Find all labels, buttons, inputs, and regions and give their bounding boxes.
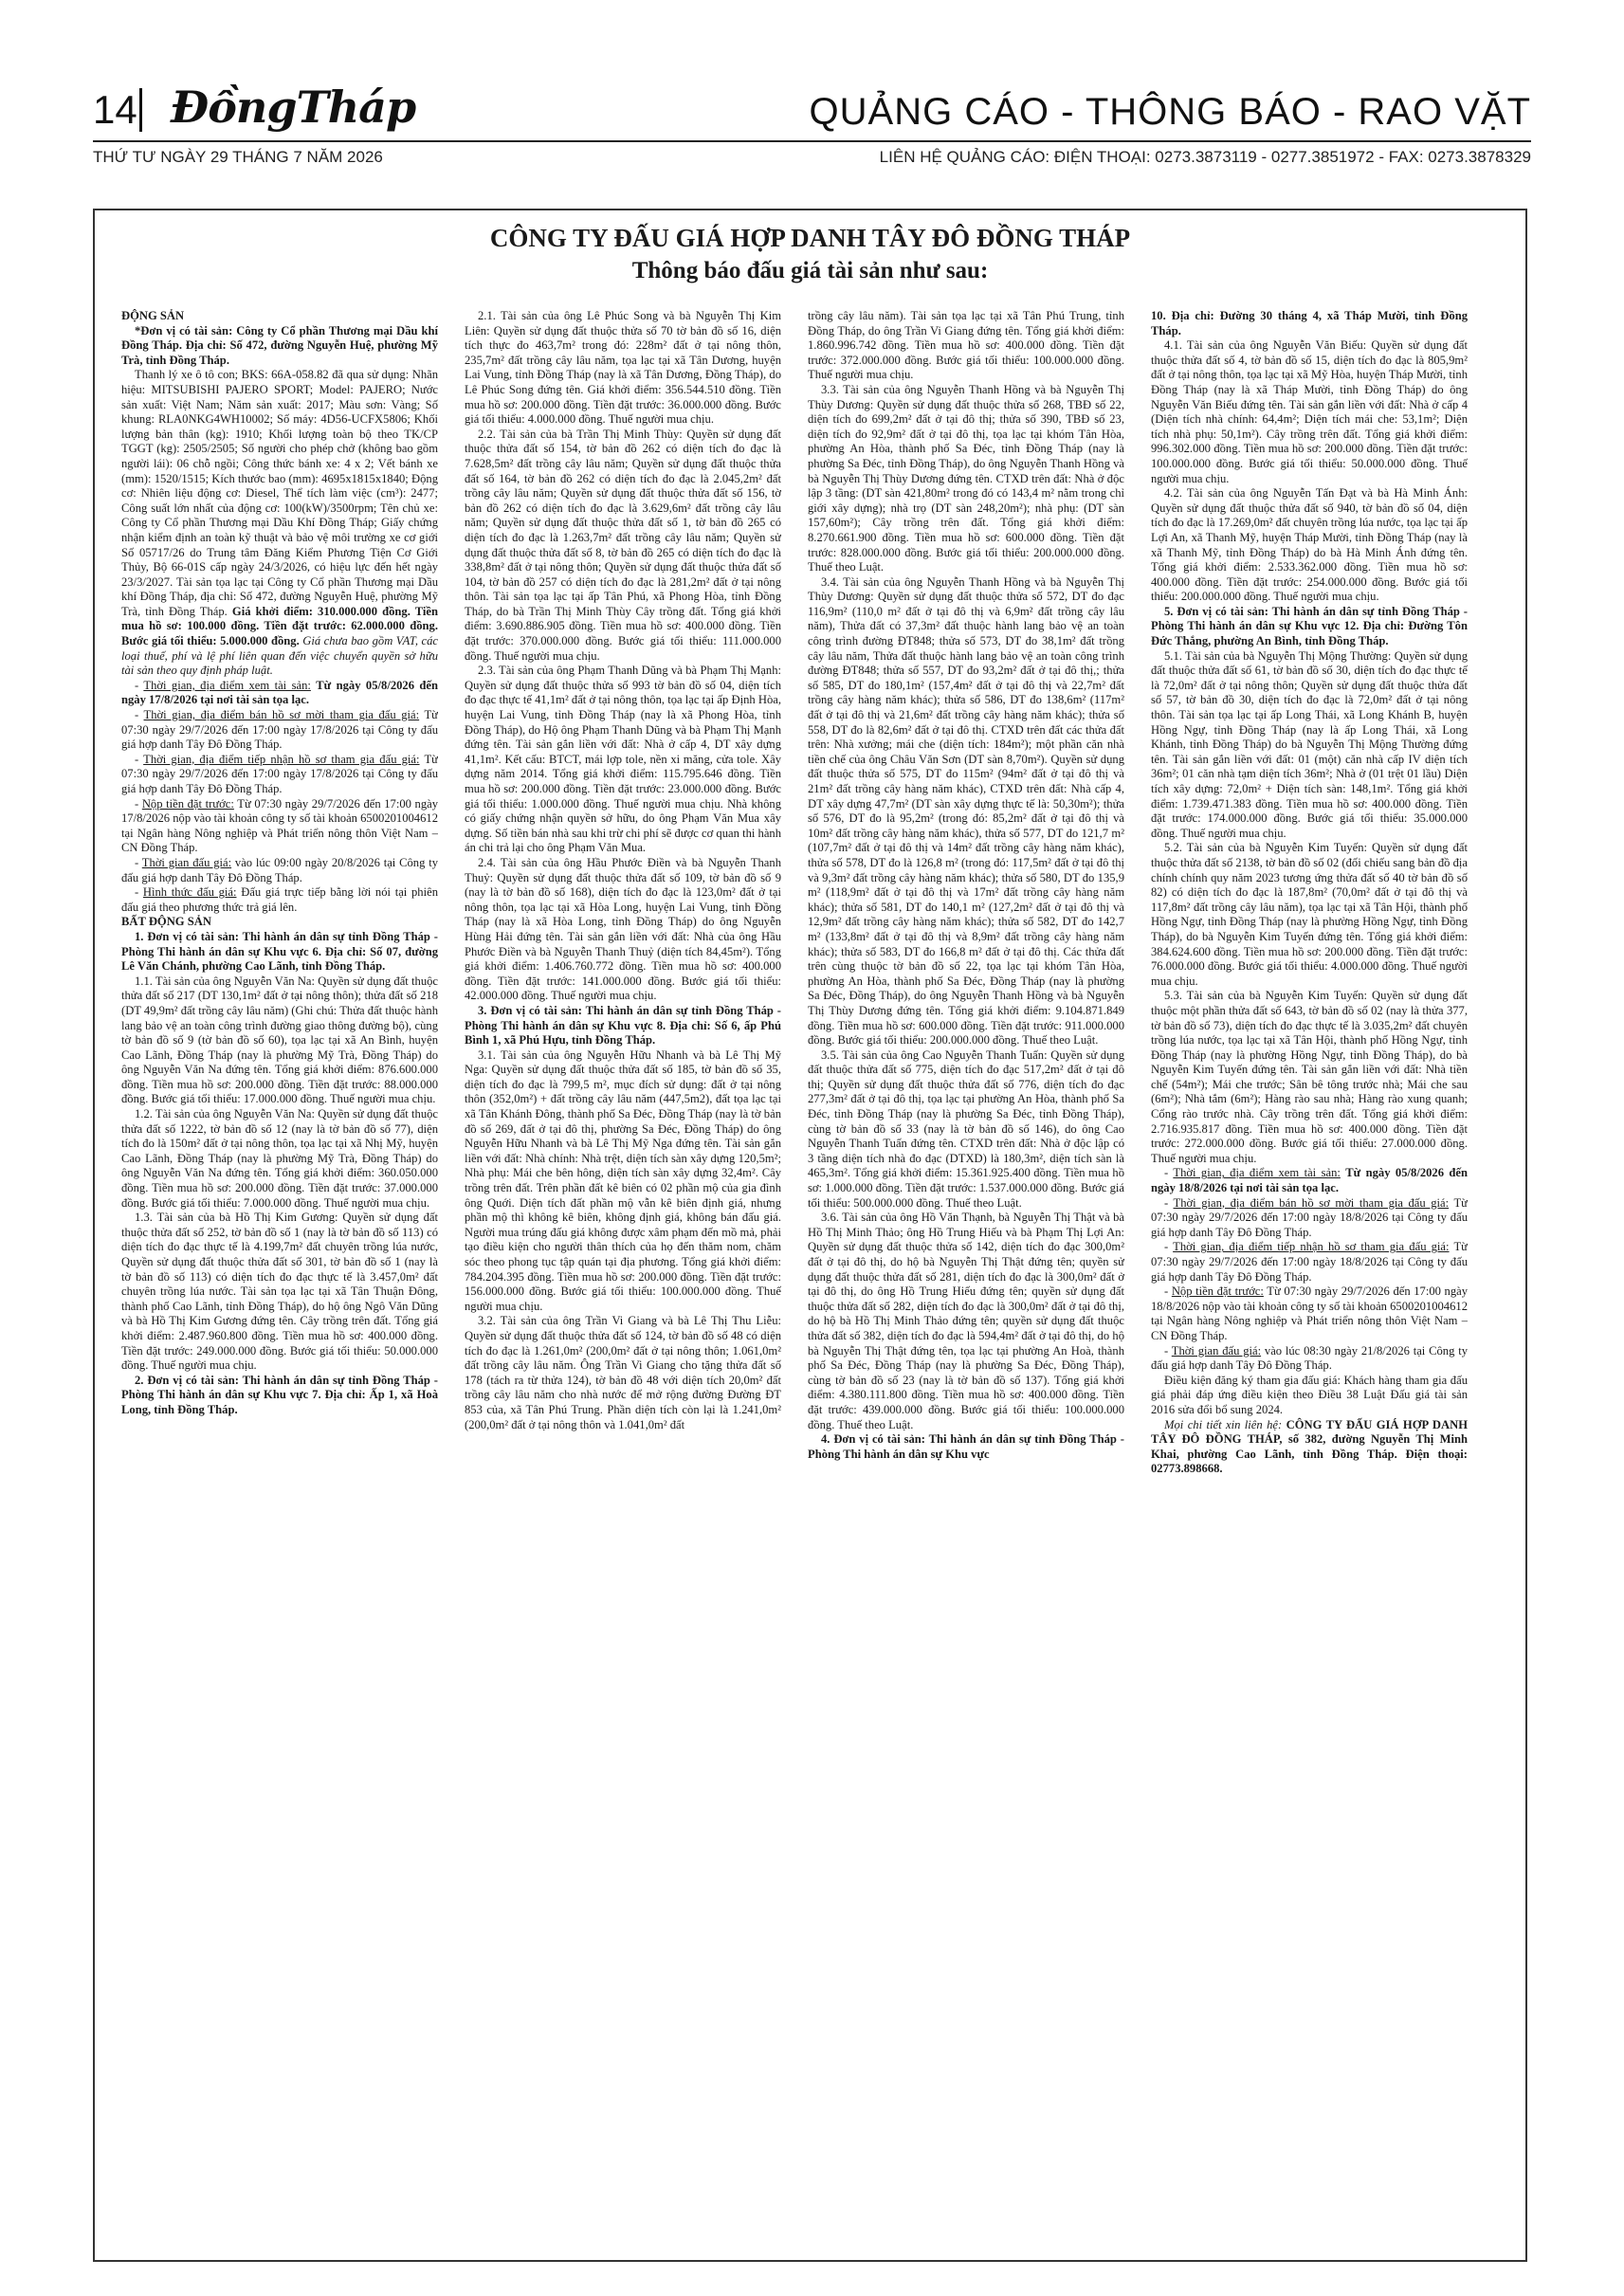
notice-paragraph: 3.6. Tài sản của ông Hồ Văn Thạnh, bà Nguyễn Thị Thật và bà Hồ Thị Minh Thảo; ông Hồ Trung Hiếu và bà Phạm Thị Lợi An: Quyền sử dụng đất thuộc thửa số 142, diện tích đo đạc 300,0m² đất ở tại đô thị, do hộ bà Nguyễn Thị Thật đứng tên; quyền sử dụng đất thuộc thửa đất số 281, diện tích đo đạc là 300,0m² đất ở tại đô thị, do ông Hồ Trung Hiếu đứng tên; quyền sử dụng đất thuộc thửa đất số 282, diện tích đo đạc là 300,0m² đất ở tại đô thị, do hộ bà Hồ Thị Minh Thảo đứng tên; quyền sử dụng đất thuộc thửa đất số 382, diện tích đo đạc là 594,4m² đất ở tại đô thị, do hộ bà Nguyễn Thị Thật đứng tên, tọa lạc tại phường An Hoà, thành phố Sa Đéc, Đồng Tháp (nay là phường Sa Đéc, Đồng Tháp), cùng tờ bản đồ số 23 (nay là tờ bản đồ số 137). Tổng giá khởi điểm: 4.380.111.800 đồng. Tiền mua hồ sơ: 400.000 đồng. Tiền đặt trước: 439.000.000 đồng. Bước giá tối thiểu: 100.000.000 đồng. Thuế theo Luật. (808, 1211, 1124, 1431)
auction-notice-box (93, 209, 1527, 2262)
notice-paragraph (808, 1432, 1124, 1462)
field-value: Từ ngày 05/8/2026 đến ngày 17/8/2026 tại nơi tài sản tọa lạc. (121, 678, 438, 707)
notice-paragraph: - Thời gian, địa điểm xem tài sản: Từ ngày 05/8/2026 đến ngày 17/8/2026 tại nơi tài sản tọa lạc. (121, 678, 438, 707)
notice-paragraph: trồng cây lâu năm). Tài sản tọa lạc tại xã Tân Phú Trung, tỉnh Đồng Tháp, do ông Trần Vi Giang đứng tên. Tổng giá khởi điểm: 1.860.996.742 đồng. Tiền mua hồ sơ: 400.000 đồng. Tiền đặt trước: 372.000.000 đồng. Bước giá tối thiểu: 100.000.000 đồng. Thuế người mua chịu. (808, 309, 1124, 382)
field-value: Đấu giá trực tiếp bằng lời nói tại phiên đấu giá theo phương thức trả giá lên. (121, 885, 438, 914)
field-value: Từ 07:30 ngày 29/7/2026 đến 17:00 ngày 18/8/2026 tại Công ty đấu giá hợp danh Tây Đô Đồng Tháp. (1151, 1195, 1468, 1239)
notice-paragraph (121, 324, 438, 369)
owner-info: 2. Đơn vị có tài sản: Thi hành án dân sự tỉnh Đồng Tháp - Phòng Thi hành án dân sự Khu vực 7. Địa chỉ: Ấp 1, xã Hoà Long, tỉnh Đồng Tháp. (121, 1373, 438, 1416)
newspaper-logo: ĐồngTháp (171, 82, 416, 133)
notice-paragraph: - Thời gian, địa điểm bán hồ sơ mời tham gia đấu giá: Từ 07:30 ngày 29/7/2026 đến 17:00 ngày 17/8/2026 tại Công ty đấu giá hợp danh Tây Đô Đồng Tháp. (121, 708, 438, 752)
notice-paragraph: 3.2. Tài sản của ông Trần Vi Giang và bà Lê Thị Thu Liễu: Quyền sử dụng đất thuộc thửa đất số 124, tờ bản đồ số 48 có diện tích đo đạc là 1.261,0m² (200,0m² đất ở tại nông thôn; 1.061,0m² đất trồng cây lâu năm. Ông Trần Vi Giang cho tặng thửa đất số 178 (tách ra từ thửa 124), tờ bản đồ 48 với diện tích 20,0m² đất trồng cây lâu năm cho nhà nước để mở rộng đường Đường ĐT 853 của, xã Tân Phú Trung. Phần diện tích còn lại là 1.241,0m² (200,0m² đất ở tại nông thôn và 1.041,0m² đất (465, 1314, 781, 1431)
notice-paragraph: 5.2. Tài sản của bà Nguyễn Kim Tuyến: Quyền sử dụng đất thuộc thửa đất số 2138, tờ bản đồ số 02 (đối chiếu sang bản đồ địa chính chính quy năm 2023 tương ứng thửa đất số 40 tờ bản đồ số 82) có diện tích đo đạc là 187,8m² (70,0m² đất ở tại đô thị và 117,8m² đất trồng cây lâu năm), tọa lạc tại xã Tân Hội, thành phố Hồng Ngự, tỉnh Đồng Tháp (nay là phường Hồng Ngự, tỉnh Đồng Tháp), do bà Nguyễn Kim Tuyến đứng tên. Tổng giá khởi điểm: 384.624.600 đồng. Tiền mua hồ sơ: 200.000 đồng. Tiền đặt trước: 76.000.000 đồng. Bước giá tối thiểu: 4.000.000 đồng. Thuế người mua chịu. (1151, 841, 1468, 988)
notice-paragraph: 3.3. Tài sản của ông Nguyễn Thanh Hồng và bà Nguyễn Thị Thùy Dương: Quyền sử dụng đất thuộc thửa số 268, TBĐ số 22, diện tích đo 699,2m² đất ở tại đô thị; thửa số 390, TBĐ số 23, diện tích đo 92,9m² đất ở tại đô thị, tọa lạc tại khóm Tân Hòa, phường An Hòa, thành phố Sa Đéc, tỉnh Đồng Tháp (nay là phường Sa Đéc, tỉnh Đồng Tháp), do ông Nguyễn Thanh Hồng và bà Nguyễn Thị Thùy Dương đứng tên. CTXD trên đất: Nhà ở độc lập 3 tầng: (DT sàn 421,80m² trong đó có 143,4 m² nằm trong chỉ giới xây dựng); nhà trọ (DT sàn 248,20m²); nhà phụ: (DT sàn 157,60m²); Cây trồng trên đất. Tổng giá khởi điểm: 8.270.661.900 đồng. Tiền mua hồ sơ: 600.000 đồng. Tiền đặt trước: 828.000.000 đồng. Bước giá tối thiểu: 200.000.000 đồng. Thuế theo Luật. (808, 382, 1124, 574)
field-value: Từ ngày 05/8/2026 đến ngày 18/8/2026 tại nơi tài sản tọa lạc. (1151, 1166, 1468, 1195)
field-label: Thời gian, địa điểm bán hồ sơ mời tham gia đấu giá: (143, 708, 420, 722)
notice-column-4 (1151, 309, 1468, 2252)
field-label: Thời gian đấu giá: (141, 855, 232, 869)
notice-column-1 (121, 309, 438, 2252)
owner-info: 3. Đơn vị có tài sản: Thi hành án dân sự tỉnh Đồng Tháp - Phòng Thi hành án dân sự Khu vực 8. Địa chỉ: Số 6, ấp Phú Bình 1, xã Phú Hựu, tỉnh Đồng Tháp. (465, 1003, 781, 1048)
notice-paragraph: 2.1. Tài sản của ông Lê Phúc Song và bà Nguyễn Thị Kim Liên: Quyền sử dụng đất thuộc thửa số 70 tờ bản đồ số 16, diện tích thực đo 463,7m² trong đó: 228m² đất ở tại nông thôn, 235,7m² đất trồng cây lâu năm, tọa lạc tại xã Tân Dương, huyện Lai Vung, tỉnh Đồng Tháp (nay là xã Tân Dương, Đồng Tháp), do Lê Phúc Song đứng tên. Giá khởi điểm: 356.544.510 đồng. Tiền mua hồ sơ: 200.000 đồng. Tiền đặt trước: 36.000.000 đồng. Bước giá tối thiểu: 4.000.000 đồng. Thuế người mua chịu. (465, 309, 781, 427)
notice-paragraph (1151, 1418, 1468, 1477)
notice-column-3 (808, 309, 1124, 2252)
owner-info: *Đơn vị có tài sản: Công ty Cổ phần Thương mại Dầu khí Đồng Tháp. Địa chỉ: Số 472, đường Nguyễn Huệ, phường Mỹ Trà, tỉnh Đồng Tháp. (121, 323, 438, 367)
asset-price: Giá khởi điểm: 310.000.000 đồng. Tiền mua hồ sơ: 100.000 đồng. Tiền đặt trước: 62.000.000 đồng. Bước giá tối thiểu: 5.000.000 đồng. (121, 604, 438, 648)
field-value: vào lúc 08:30 ngày 21/8/2026 tại Công ty đấu giá hợp danh Tây Đô Đồng Tháp. (1151, 1343, 1468, 1373)
notice-paragraph: - Thời gian đấu giá: vào lúc 09:00 ngày 20/8/2026 tại Công ty đấu giá hợp danh Tây Đô Đồng Tháp. (121, 855, 438, 884)
notice-paragraph (1151, 309, 1468, 338)
field-label: Thời gian đấu giá: (1171, 1343, 1262, 1358)
notice-title: CÔNG TY ĐẤU GIÁ HỢP DANH TÂY ĐÔ ĐỒNG THÁP (489, 224, 1131, 252)
field-value: Từ 07:30 ngày 29/7/2026 đến 17:00 ngày 18/8/2026 nộp vào tài khoản công ty số tài khoản 6500201004612 tại Ngân hàng Nông nghiệp và Phát triển nông thôn Việt Nam – CN Đồng Tháp. (1151, 1285, 1468, 1342)
notice-paragraph: 2.3. Tài sản của ông Phạm Thanh Dũng và bà Phạm Thị Mạnh: Quyền sử dụng đất thuộc thửa số 993 tờ bản đồ số 04, diện tích đo đạc thực tế 41,1m² đất ở tại nông thôn, tọa lạc tại ấp Định Hòa, huyện Lai Vung, tỉnh Đồng Tháp (nay là xã Phong Hòa, tỉnh Đồng Tháp), do Hộ ông Phạm Thanh Dũng và bà Phạm Thị Mạnh đứng tên. Tài sản gắn liền với đất: Nhà ở cấp 4, DT xây dựng 41,1m². Kết cấu: BTCT, mái lợp tole, nền xi măng, cửa tole. Xây dựng năm 2014. Tổng giá khởi điểm: 115.795.646 đồng. Tiền mua hồ sơ: 200.000 đồng. Tiền đặt trước: 23.000.000 đồng. Bước giá tối thiểu: 1.000.000 đồng. Thuế người mua chịu. Nhà không có giấy chứng nhận quyền sở hữu, do ông Phạm Văn Mua xây dựng. Số tiền bán nhà sau khi trừ chi phí sẽ được cơ quan thi hành án chi trả lại cho ông Phạm Văn Mua. (465, 664, 781, 855)
field-label: Thời gian, địa điểm xem tài sản: (1173, 1166, 1341, 1180)
field-label: Mọi chi tiết xin liên hệ: (1164, 1417, 1283, 1431)
notice-paragraph: 4.1. Tài sản của ông Nguyễn Văn Biếu: Quyền sử dụng đất thuộc thửa đất số 4, tờ bản đồ số 15, diện tích đo đạc là 805,9m² đất ở tại nông thôn, tọa lạc tại xã Mỹ Hòa, huyện Tháp Mười, tỉnh Đồng Tháp (nay là xã Tháp Mười, tỉnh Đồng Tháp) do ông Nguyễn Văn Biếu đứng tên. Tài sản gắn liền với đất: Nhà ở cấp 4 (Diện tích nhà chính: 64,4m²; Diện tích mái che: 53,1m²; Diện tích nhà phụ: 50,1m²). Cây trồng trên đất. Tổng giá khởi điểm: 996.302.000 đồng. Tiền mua hồ sơ: 200.000 đồng. Tiền đặt trước: 100.000.000 đồng. Bước giá tối thiểu: 50.000.000 đồng. Thuế người mua chịu. (1151, 338, 1468, 485)
notice-paragraph (121, 930, 438, 975)
notice-subtitle: Thông báo đấu giá tài sản như sau: (631, 258, 989, 283)
notice-paragraph (121, 368, 438, 678)
notice-paragraph: - Hình thức đấu giá: Đấu giá trực tiếp bằng lời nói tại phiên đấu giá theo phương thức trả giá lên. (121, 885, 438, 914)
notice-paragraph: - Thời gian, địa điểm tiếp nhận hồ sơ tham gia đấu giá: Từ 07:30 ngày 29/7/2026 đến 17:00 ngày 18/8/2026 tại Công ty đấu giá hợp danh Tây Đô Đồng Tháp. (1151, 1240, 1468, 1284)
notice-paragraph: - Nộp tiền đặt trước: Từ 07:30 ngày 29/7/2026 đến 17:00 ngày 18/8/2026 nộp vào tài khoản công ty số tài khoản 6500201004612 tại Ngân hàng Nông nghiệp và Phát triển nông thôn Việt Nam – CN Đồng Tháp. (1151, 1285, 1468, 1342)
field-label: Thời gian, địa điểm tiếp nhận hồ sơ tham gia đấu giá: (143, 752, 420, 766)
owner-info: 1. Đơn vị có tài sản: Thi hành án dân sự tỉnh Đồng Tháp - Phòng Thi hành án dân sự Khu vực 6. Địa chỉ: Số 07, đường Lê Văn Chánh, phường Cao Lãnh, tỉnh Đồng Tháp. (121, 929, 438, 974)
field-label: Nộp tiền đặt trước: (1171, 1285, 1264, 1299)
notice-paragraph: 2.4. Tài sản của ông Hầu Phước Điền và bà Nguyễn Thanh Thuỷ: Quyền sử dụng đất thuộc thửa đất số 109, tờ bản đồ số 9 (nay là tờ bản đồ số 168), diện tích đo đạc là 123,0m² đất ở tại nông thôn, tọa lạc tại xã Hòa Long, huyện Lai Vung, tỉnh Đồng Tháp (nay là xã Hòa Long, tỉnh Đồng Tháp) do ông Nguyễn Hùng Hải đứng tên. Tài sản gắn liền với đất: Nhà của ông Hầu Phước Điền và bà Nguyễn Thanh Thuỷ (diện tích 84,45m²). Tổng giá khởi điểm: 1.406.760.772 đồng. Tiền mua hồ sơ: 400.000 đồng. Tiền đặt trước: 141.000.000 đồng. Bước giá tối thiểu: 42.000.000 đồng. Thuế người mua chịu. (465, 855, 781, 1003)
header-rule (93, 140, 1531, 142)
notice-paragraph: 3.4. Tài sản của ông Nguyễn Thanh Hồng và bà Nguyễn Thị Thùy Dương: Quyền sử dụng đất thuộc thửa số 572, DT đo đạc 116,9m² (110,0 m² đất ở tại đô thị và 6,9m² đất trồng cây lâu năm), Thửa đất có 37,3m² đất thuộc hành lang bảo vệ an toàn công trình đường ĐT848; thửa số 573, DT đo 38,1m² đất trồng cây lâu năm, Thửa đất thuộc hành lang bảo vệ an toàn công trình đường ĐT848; thửa số 557, DT đo 93,2m² đất ở tại đô thị,; thửa số 585, DT đo 180,1m² (157,4m² đất ở tại đô thị và 22,7m² đất trồng cây hàng năm khác); thửa số 586, DT đo 138,6m² (117m² đất ở tại đô thị và 21,6m² đất trồng cây hàng năm khác); thửa số 558, DT đo là 82,6m² đất ở tại đô thị. CTXD trên đất các thửa đất trên: Nhà xưởng; mái che (diện tích: 184m²); một phần căn nhà tiền chế của ông Châu Văn Sơn (DT sàn 8,70m²). Quyền sử dụng đất thuộc thửa số 575, DT đo 115m² (94m² đất ở tại đô thị và 21m² đất trồng cây hàng năm khác), CTXD trên đất: Nhà cấp 4, DT xây dựng 47,7m² (DT sàn xây dựng thực tế là: 50,30m²); thửa số 576, DT đo là 95,2m² (trong đó: 85,2m² đất ở tại đô thị và 10m² đất trồng cây hàng năm khác), thửa số 577, DT đo 121,7 m² (107,7m² đất ở tại đô thị và 14m² đất trồng cây hàng năm khác), thửa số 578, DT đo là 126,8 m² (trong đó: 117,5m² đất ở tại đô thị và 9,3m² đất trồng cây hàng năm khác); thửa số 580, DT đo 135,9 m² (118,9m² đất ở tại đô thị và 17m² đất trồng cây hàng năm khác); thửa số 581, DT đo 140,1 m² (127,2m² đất ở tại đô thị và 12,9m² đất trồng cây hàng năm khác); thửa số 582, DT đo 142,7 m² (133,8m² đất ở tại đô thị và 8,9m² đất trồng cây hàng năm khác); thửa số 583, DT đo 166,8 m² đất ở tại đô thị. Các thửa đất trên cùng thuộc tờ bản đồ số 22, tọa lạc tại khóm Tân Hòa, phường An Hòa, thành phố Sa Đéc, Đồng Tháp (nay là phường Sa Đéc, Đồng Tháp), do ông Nguyễn Thanh Hồng và bà Nguyễn Thị Thùy Dương đứng tên. Tổng giá khởi điểm: 9.104.871.849 đồng. Tiền mua hồ sơ: 600.000 đồng. Tiền đặt trước: 911.000.000 đồng. Bước giá tối thiểu: 200.000.000 đồng. Thuế theo Luật. (808, 574, 1124, 1048)
notice-paragraph: - Thời gian, địa điểm tiếp nhận hồ sơ tham gia đấu giá: Từ 07:30 ngày 29/7/2026 đến 17:00 ngày 17/8/2026 tại Công ty đấu giá hợp danh Tây Đô Đồng Tháp. (121, 752, 438, 795)
notice-paragraph (465, 1004, 781, 1048)
notice-paragraph: 1.3. Tài sản của bà Hồ Thị Kim Gương: Quyền sử dụng đất thuộc thửa đất số 252, tờ bản đồ số 1 (nay là tờ bản đồ số 113) có diện tích đo đạc thực tế là 4.199,7m² đất chuyên trồng lúa nước, Quyền sử dụng đất thuộc thửa đất số 301, tờ bản đồ số 1 (nay là tờ bản đồ số 113) có diện tích đo đạc thực tế là 3.457,0m² đất chuyên trồng lúa nước. Tài sản tọa lạc tại xã Tân Thuận Đông, thành phố Cao Lãnh, tỉnh Đồng Tháp), do hộ ông Ngô Văn Dũng và bà Hồ Thị Kim Gương đứng tên. Cây trồng trên đất. Tổng giá khởi điểm: 2.487.960.800 đồng. Tiền mua hồ sơ: 400.000 đồng. Tiền đặt trước: 249.000.000 đồng. Bước giá tối thiểu: 50.000.000 đồng. Thuế người mua chịu. (121, 1211, 438, 1373)
section-title: QUẢNG CÁO - THÔNG BÁO - RAO VẶT (809, 91, 1531, 133)
notice-paragraph: 2.2. Tài sản của bà Trần Thị Minh Thùy: Quyền sử dụng đất thuộc thửa đất số 154, tờ bản đồ 262 có diện tích đo đạc là 7.628,5m² đất trồng cây lâu năm; Quyền sử dụng đất thuộc thửa đất số 164, tờ bản đồ 262 có diện tích đo đạc là 2.045,2m² đất trồng cây lâu năm; Quyền sử dụng đất thuộc thửa đất số 156, tờ bản đồ 262 có diện tích đo đạc là 3.629,6m² đất trồng cây lâu năm; Quyền sử dụng đất thuộc thửa đất số 1, tờ bản đồ 265 có diện tích đo đạc là 1.263,7m² đất trồng cây lâu năm; Quyền sử dụng đất thuộc thửa đất số 8, tờ bản đồ 265 có diện tích đo đạc là 338,8m² đất ở tại nông thôn; Quyền sử dụng đất thuộc thửa đất số 104, tờ bản đồ 257 có diện tích đo đạc là 281,2m² đất ở tại nông thôn. Tài sản tọa lạc tại ấp Tân Phú, xã Phong Hòa, tỉnh Đồng Tháp, do bà Trần Thị Minh Thùy Cây trồng đất. Tổng giá khởi điểm: 3.690.886.905 đồng. Tiền mua hồ sơ: 400.000 đồng. Tiền đặt trước: 370.000.000 đồng. Bước giá tối thiểu: 111.000.000 đồng. Thuế người mua chịu. (465, 427, 781, 663)
field-value: vào lúc 09:00 ngày 20/8/2026 tại Công ty đấu giá hợp danh Tây Đô Đồng Tháp. (121, 855, 438, 884)
notice-paragraph: Điều kiện đăng ký tham gia đấu giá: Khách hàng tham gia đấu giá phải đáp ứng điều kiện theo Điều 38 Luật Đấu giá tài sản 2016 sửa đổi bổ sung 2024. (1151, 1373, 1468, 1416)
asset-description: Thanh lý xe ô tô con; BKS: 66A-058.82 đã qua sử dụng: Nhãn hiệu: MITSUBISHI PAJERO SPORT; Model: PAJERO; Nước sản xuất: Việt Nam; Năm sản xuất: 2017; Màu sơn: Vàng; Số khung: RLA0NKG4WH10002; Số máy: 4D56-UCFX5806; Khối lượng bản thân (kg): 1910; Khối lượng toàn bộ theo TK/CP TGGT (kg): 2505/2505; Số người cho phép chở (không bao gồm người lái): 06 chỗ ngồi; Công thức bánh xe: 4 x 2; Vết bánh xe (mm): 1520/1515; Kích thước bao (mm): 4695x1815x1840; Động cơ: Nhiên liệu động cơ: Diesel, Thể tích làm việc (cm³): 2477; Công suất lớn nhất của động cơ: 100(kW)/3500rpm; Tên chủ xe: Công ty Cổ phần Thương mại Dầu Khí Đồng Tháp; Giấy chứng nhận kiểm định an toàn kỹ thuật và bảo vệ môi trường xe cơ giới Số 05717/26 do Trung tâm Đăng Kiểm Phương Tiện Cơ Giới Thủy, Bộ 66-01S cấp ngày 24/3/2026, có hiệu lực đến hết ngày 23/3/2027. Tài sản tọa lạc tại Công ty Cổ phần Thương mại Dầu khí Đồng Tháp, địa chỉ: Số 472, đường Nguyễn Huệ, phường Mỹ Trà, tỉnh Đồng Tháp. (121, 368, 438, 618)
notice-paragraph: 1.2. Tài sản của ông Nguyễn Văn Na: Quyền sử dụng đất thuộc thửa đất số 1222, tờ bản đồ số 12 (nay là tờ bản đồ số 77), diện tích đo là 150m² đất ở tại nông thôn, tọa lạc tại xã Nhị Mỹ, huyện Cao Lãnh, Đồng Tháp (nay là phường Mỹ Trà, Đồng Tháp) do ông Nguyễn Văn Na đứng tên. Tổng giá khởi điểm: 360.050.000 đồng. Tiền mua hồ sơ: 200.000 đồng. Tiền đặt trước: 37.000.000 đồng. Bước giá tối thiểu: 7.000.000 đồng. Thuế người mua chịu. (121, 1107, 438, 1210)
notice-paragraph (121, 1374, 438, 1418)
notice-paragraph: - Thời gian, địa điểm bán hồ sơ mời tham gia đấu giá: Từ 07:30 ngày 29/7/2026 đến 17:00 ngày 18/8/2026 tại Công ty đấu giá hợp danh Tây Đô Đồng Tháp. (1151, 1195, 1468, 1239)
notice-paragraph: 3.5. Tài sản của ông Cao Nguyễn Thanh Tuấn: Quyền sử dụng đất thuộc thửa đất số 775, diện tích đo đạc 517,2m² đất ở tại đô thị; Quyền sử dụng đất thuộc thửa đất số 776, diện tích đo đạc 277,3m² đất ở tại đô thị, tọa lạc tại phường An Hòa, thành phố Sa Đéc, tỉnh Đồng Tháp (nay là phường Sa Đéc, tỉnh Đồng Tháp), cùng tờ bản đồ số 33 (nay là tờ bản đồ số 146), do ông Cao Nguyễn Thanh Tuấn đứng tên. CTXD trên đất: Nhà ở độc lập có 3 tầng diện tích nhà đo đạc (DTXD) là 180,3m², diện tích sàn là 465,3m². Tổng giá khởi điểm: 15.361.925.400 đồng. Tiền mua hồ sơ: 1.000.000 đồng. Tiền đặt trước: 1.537.000.000 đồng. Bước giá tối thiểu: 500.000.000 đồng. Thuế theo Luật. (808, 1048, 1124, 1210)
field-value: Từ 07:30 ngày 29/7/2026 đến 17:00 ngày 17/8/2026 tại Công ty đấu giá hợp danh Tây Đô Đồng Tháp. (121, 752, 438, 795)
notice-paragraph: 5.3. Tài sản của bà Nguyễn Kim Tuyến: Quyền sử dụng đất thuộc một phần thửa đất số 643, tờ bản đồ số 02 (nay là thửa 377, tờ bản đồ số 73), diện tích đo đạc thực tế là 3.035,2m² đất chuyên trồng lúa nước, tọa lạc tại xã Tân Hội, thành phố Hồng Ngự, tỉnh Đồng Tháp (nay là phường Hồng Ngự, tỉnh Đồng Tháp), do bà Nguyễn Kim Tuyến đứng tên. Tài sản gắn liền với đất: Nhà tiền chế (54m²); Mái che trước; Sân bê tông trước nhà; Mái che sau (6m²); Nhà tắm (6m²); Hàng rào sau nhà; Hàng rào xung quanh; Cổng rào trước nhà. Cây trồng trên đất. Tổng giá khởi điểm: 2.716.935.817 đồng. Tiền mua hồ sơ: 400.000 đồng. Tiền đặt trước: 272.000.000 đồng. Bước giá tối thiểu: 27.000.000 đồng. Thuế người mua chịu. (1151, 989, 1468, 1165)
field-label: Thời gian, địa điểm bán hồ sơ mời tham gia đấu giá: (1173, 1195, 1450, 1210)
notice-paragraph: 5.1. Tài sản của bà Nguyễn Thị Mộng Thường: Quyền sử dụng đất thuộc thửa đất số 61, tờ bản đồ số 30, diện tích đo đạc thực tế là 72,0m² đất ở tại nông thôn; Quyền sử dụng đất thuộc thửa đất số 57, tờ bản đồ 30, diện tích đo đạc là 72,0m² đất ở tại nông thôn. Tài sản tọa lạc tại ấp Long Thái, xã Long Khánh B, huyện Hồng Ngự, tỉnh Đồng Tháp (nay là ấp Long Thái, xã Long Khánh, tỉnh Đồng Tháp) do bà Nguyễn Thị Mộng Thường đứng tên. Tài sản gắn liền với đất: 01 (một) căn nhà cấp IV diện tích 36m²; 01 căn nhà tạm diện tích 36m²; Nhà ở (01 trệt 01 lầu) Diện tích xây dựng: 72,0m² + Diện tích sàn: 148,1m². Tổng giá khởi điểm: 1.739.471.383 đồng. Tiền mua hồ sơ: 400.000 đồng. Tiền đặt trước: 174.000.000 đồng. Bước giá tối thiểu: 35.000.000 đồng. Thuế người mua chịu. (1151, 648, 1468, 840)
field-value: CÔNG TY ĐẤU GIÁ HỢP DANH TÂY ĐÔ ĐỒNG THÁP, số 382, đường Nguyễn Thị Minh Khai, phường Cao Lãnh, tỉnh Đồng Tháp. Điện thoại: 02773.898668. (1151, 1417, 1468, 1476)
owner-info: 10. Địa chỉ: Đường 30 tháng 4, xã Tháp Mười, tỉnh Đồng Tháp. (1151, 309, 1468, 337)
field-value: Từ 07:30 ngày 29/7/2026 đến 17:00 ngày 17/8/2026 tại Công ty đấu giá hợp danh Tây Đô Đồng Tháp. (121, 708, 438, 752)
advertising-contact: LIÊN HỆ QUẢNG CÁO: ĐIỆN THOẠI: 0273.3873119 - 0277.3851972 - FAX: 0273.3878329 (879, 148, 1531, 166)
field-value: Từ 07:30 ngày 29/7/2026 đến 17:00 ngày 17/8/2026 nộp vào tài khoản công ty số tài khoản 6500201004612 tại Ngân hàng Nông nghiệp và Phát triển nông thôn Việt Nam – CN Đồng Tháp. (121, 796, 438, 855)
section-heading-real-estate: BẤT ĐỘNG SẢN (121, 915, 211, 929)
owner-info: 5. Đơn vị có tài sản: Thi hành án dân sự tỉnh Đồng Tháp - Phòng Thi hành án dân sự Khu vực 12. Địa chỉ: Đường Tôn Đức Thắng, phường An Bình, tỉnh Đồng Tháp. (1151, 604, 1468, 648)
page-number-divider (139, 88, 142, 132)
notice-paragraph: 4.2. Tài sản của ông Nguyễn Tấn Đạt và bà Hà Minh Ánh: Quyền sử dụng đất thuộc thửa đất số 940, tờ bản đồ số 04, diện tích đo đạc là 17.269,0m² đất chuyên trồng lúa nước, tọa lạc tại ấp Lợi An, xã Thanh Mỹ, huyện Tháp Mười, tỉnh Đồng Tháp (nay là xã Thanh Mỹ, tỉnh Đồng Tháp) do bà Hà Minh Ánh đứng tên. Tổng giá khởi điểm: 2.533.362.000 đồng. Tiền mua hồ sơ: 400.000 đồng. Tiền đặt trước: 254.000.000 đồng. Bước giá tối thiểu: 200.000.000 đồng. Thuế người mua chịu. (1151, 486, 1468, 604)
field-label: Thời gian, địa điểm xem tài sản: (143, 678, 311, 692)
field-label: Hình thức đấu giá: (142, 885, 237, 900)
notice-column-2 (465, 309, 781, 2252)
asset-note: Giá chưa bao gồm VAT, các loại thuế, phí và lệ phí liên quan đến việc chuyển quyền sở hữu tài sản theo quy định pháp luật. (121, 634, 438, 678)
section-heading-movable: ĐỘNG SẢN (121, 309, 185, 322)
issue-date: THỨ TƯ NGÀY 29 THÁNG 7 NĂM 2026 (93, 148, 383, 166)
field-label: Nộp tiền đặt trước: (141, 796, 234, 811)
notice-paragraph: 3.1. Tài sản của ông Nguyễn Hữu Nhanh và bà Lê Thị Mỹ Nga: Quyền sử dụng đất thuộc thửa đất số 185, tờ bản đồ số 35, diện tích đo đạc là 799,5 m², mục đích sử dụng: đất ở tại nông thôn (352,0m²) + đất trồng cây lâu năm (447,5m2), đất tọa lạc tại xã Tân Khánh Đông, thành phố Sa Đéc, Đồng Tháp (nay là tờ bản đồ số 269, đất ở tại đô thị, phường Sa Đéc, Đồng Tháp) do ông Nguyễn Hữu Nhanh và bà Lê Thị Mỹ Nga đứng tên. Tài sản gắn liền với đất: Nhà chính: Nhà trệt, diện tích sàn xây dựng 120,5m²; Nhà phụ: Mái che bên hông, diện tích sàn xây dựng 32,4m². Cây trồng trên đất. Trên phần đất kê biên có 02 phần mộ của gia đình ông Quới. Diện tích đất phần mộ vẫn kê biên định giá, nhưng phần mộ thì không kê biên, không định giá, không bán đấu giá. Người mua trúng đấu giá không được xâm phạm đến mồ mả, phải tạo điều kiện cho người thân thích của họ đến thăm nom, chăm sóc theo phong tục tập quán tại địa phương. Tổng giá khởi điểm: 784.204.395 đồng. Tiền mua hồ sơ: 200.000 đồng. Tiền đặt trước: 156.000.000 đồng. Bước giá tối thiểu: 100.000.000 đồng. Thuế người mua chịu. (465, 1048, 781, 1313)
notice-paragraph (1151, 605, 1468, 649)
notice-paragraph: - Thời gian, địa điểm xem tài sản: Từ ngày 05/8/2026 đến ngày 18/8/2026 tại nơi tài sản tọa lạc. (1151, 1166, 1468, 1195)
notice-paragraph: 1.1. Tài sản của ông Nguyễn Văn Na: Quyền sử dụng đất thuộc thửa đất số 217 (DT 130,1m² đất ở tại nông thôn); thửa đất số 218 (DT 49,9m² đất trồng cây lâu năm) (Ghi chú: Thửa đất thuộc hành lang bảo vệ an toàn công trình đường giao thông đường bộ), cùng tờ bản đồ số 9 (tờ bản đồ số 60), tọa lạc tại xã An Bình, huyện Cao Lãnh, Đồng Tháp (nay là phường Mỹ Trà, Đồng Tháp) do ông Nguyễn Văn Na đứng tên. Tổng giá khởi điểm: 876.600.000 đồng. Tiền mua hồ sơ: 200.000 đồng. Tiền đặt trước: 88.000.000 đồng. Bước giá tối thiểu: 17.000.000 đồng. Thuế người mua chịu. (121, 974, 438, 1106)
page-number: 14 (93, 87, 137, 132)
notice-paragraph: - Nộp tiền đặt trước: Từ 07:30 ngày 29/7/2026 đến 17:00 ngày 17/8/2026 nộp vào tài khoản công ty số tài khoản 6500201004612 tại Ngân hàng Nông nghiệp và Phát triển nông thôn Việt Nam – CN Đồng Tháp. (121, 796, 438, 855)
owner-info: 4. Đơn vị có tài sản: Thi hành án dân sự tỉnh Đồng Tháp - Phòng Thi hành án dân sự Khu vực (808, 1432, 1124, 1461)
field-label: Thời gian, địa điểm tiếp nhận hồ sơ tham gia đấu giá: (1173, 1240, 1450, 1254)
field-value: Từ 07:30 ngày 29/7/2026 đến 17:00 ngày 18/8/2026 tại Công ty đấu giá hợp danh Tây Đô Đồng Tháp. (1151, 1240, 1468, 1284)
notice-paragraph: - Thời gian đấu giá: vào lúc 08:30 ngày 21/8/2026 tại Công ty đấu giá hợp danh Tây Đô Đồng Tháp. (1151, 1343, 1468, 1373)
